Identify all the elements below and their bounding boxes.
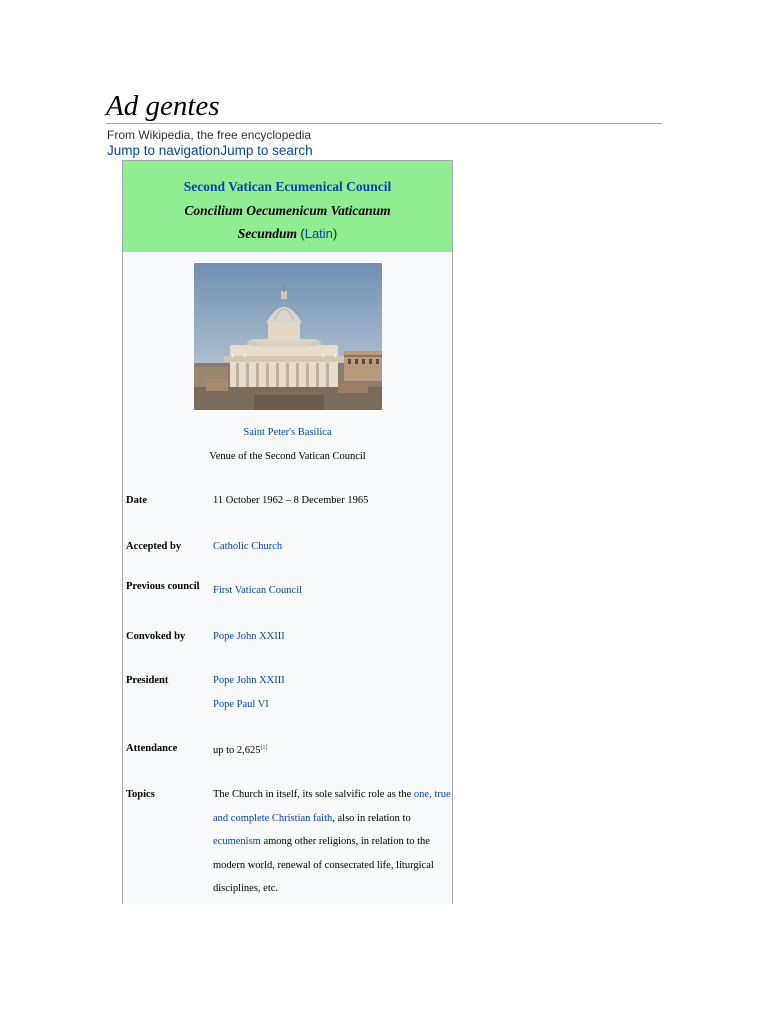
attendance-ref-link[interactable]: [1] [260, 745, 268, 751]
jump-links [107, 143, 313, 158]
attendance-label: Attendance [126, 743, 178, 754]
jump-to-navigation-link[interactable]: Jump to navigation [107, 143, 221, 158]
convoked-by-link[interactable]: Pope John XXIII [213, 631, 285, 642]
basilica-caption-link[interactable]: Saint Peter's Basilica [243, 427, 332, 438]
ecumenism-link[interactable]: ecumenism [213, 836, 261, 847]
convoked-by-label: Convoked by [126, 631, 186, 642]
accepted-by-label: Accepted by [126, 541, 182, 552]
previous-council-link[interactable]: First Vatican Council [213, 585, 303, 596]
image-caption: Venue of the Second Vatican Council [209, 451, 366, 462]
date-label: Date [126, 495, 147, 506]
title-divider [106, 123, 662, 124]
infobox-title-link[interactable]: Second Vatican Ecumenical Council [183, 179, 392, 194]
topics-label: Topics [126, 789, 155, 800]
topics-value: The Church in itself, its sole salvific role as the one, true and complete Christian faith, also in relation to ecumenism among other religions, in relation to the modern world, renewal of consecrated life, liturgical disciplines, etc. [213, 789, 451, 894]
president-link-2[interactable]: Pope Paul VI [213, 698, 269, 710]
latin-name-line2: Secundum (Latin) [237, 226, 338, 241]
site-tagline: From Wikipedia, the free encyclopedia [107, 128, 312, 142]
president-label: President [126, 675, 169, 686]
infobox [122, 160, 453, 904]
attendance-value: up to 2,625 [213, 745, 261, 756]
previous-council-label: Previous council [126, 581, 200, 592]
christian-faith-link[interactable]: one, true and complete Christian faith [213, 789, 451, 824]
accepted-by-link[interactable]: Catholic Church [213, 541, 283, 552]
latin-name-line1: Concilium Oecumenicum Vaticanum [184, 203, 391, 218]
date-value: 11 October 1962 – 8 December 1965 [213, 495, 369, 506]
jump-to-search-link[interactable]: Jump to search [220, 143, 313, 158]
president-link-1[interactable]: Pope John XXIII [213, 675, 285, 686]
page-title: Ad gentes [106, 90, 220, 122]
infobox-header [123, 161, 452, 252]
basilica-photo[interactable] [194, 263, 382, 410]
latin-language-link[interactable]: Latin [304, 226, 333, 241]
